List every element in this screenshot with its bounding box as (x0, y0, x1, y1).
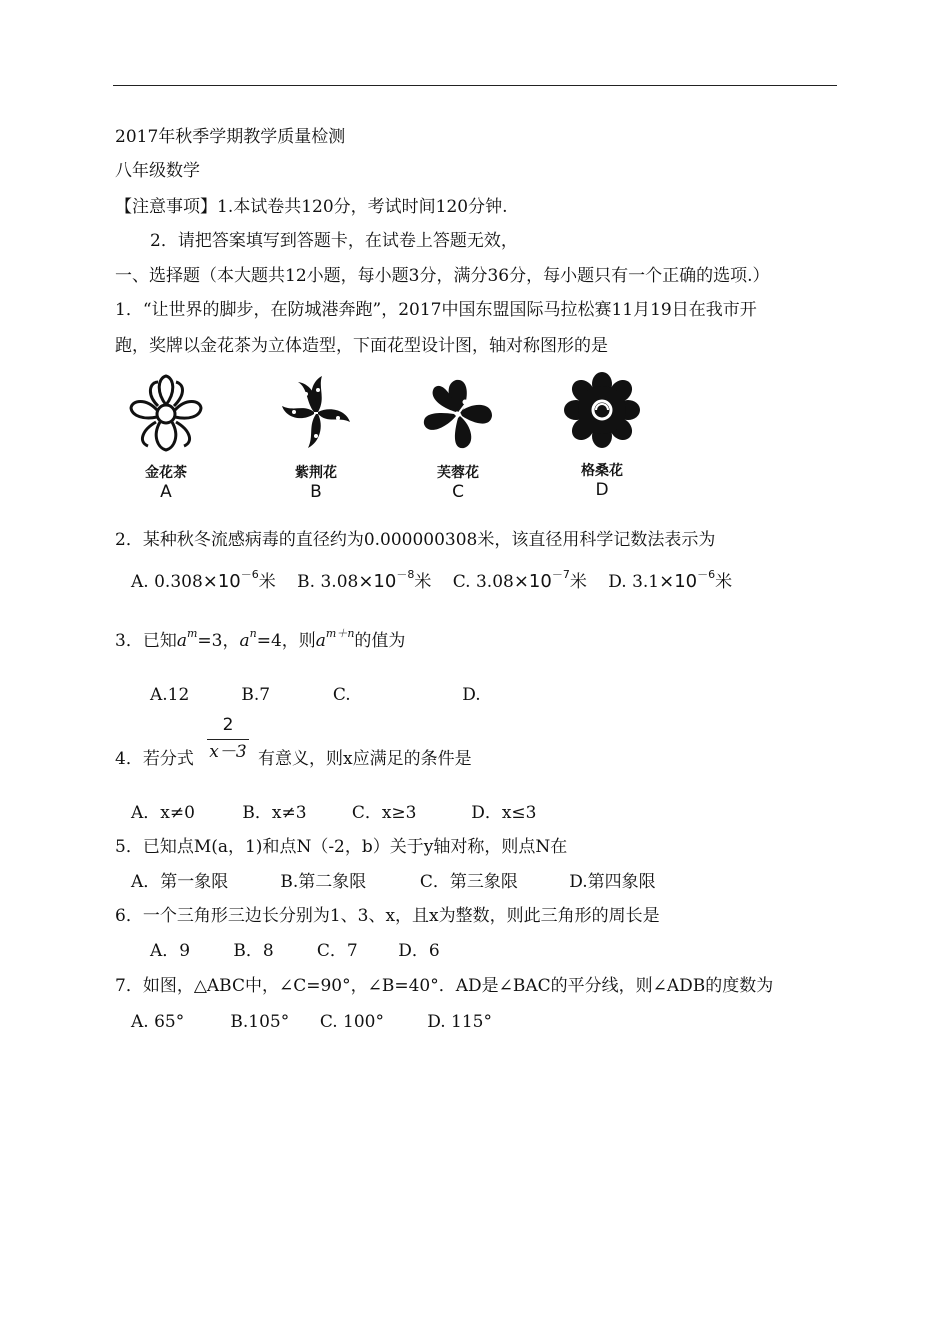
q2-stem: 2．某种秋冬流感病毒的直径约为0.000000308米，该直径用科学记数法表示为 (115, 530, 716, 550)
q7-options (131, 1011, 492, 1033)
q4-fraction-bar (207, 739, 249, 740)
q1-option-c-letter: C (452, 482, 464, 502)
exam-title: 2017年秋季学期教学质量检测 (115, 127, 346, 147)
q1-line-1: 1．“让世界的脚步，在防城港奔跑”，2017中国东盟国际马拉松赛11月19日在我市开 (115, 300, 757, 320)
q3-option-b[interactable]: B.7 (241, 685, 271, 705)
q5-option-d[interactable]: D.第四象限 (569, 872, 656, 892)
q4-fraction-denominator: x－3 (209, 742, 247, 762)
notes-line-1: 【注意事项】1.本试卷共120分，考试时间120分钟. (115, 197, 508, 217)
q5-options (131, 871, 656, 893)
notes-line-2: 2．请把答案填写到答题卡，在试卷上答题无效， (150, 231, 518, 251)
q1-option-d[interactable] (562, 370, 642, 500)
q1-option-a-name: 金花茶 (145, 465, 187, 481)
q4-fraction (207, 713, 249, 762)
q7-option-d[interactable]: D. 115° (427, 1012, 492, 1032)
camellia-outline-icon (128, 372, 204, 462)
q4-stem-suffix: 有意义，则x应满足的条件是 (258, 749, 472, 769)
exam-subject: 八年级数学 (115, 161, 200, 181)
q4-option-a[interactable]: A．x≠0 (131, 803, 195, 823)
hibiscus-icon (418, 372, 498, 462)
q6-option-c[interactable]: C．7 (316, 941, 358, 961)
q1-option-b[interactable] (278, 372, 354, 502)
q5-option-c[interactable]: C．第三象限 (419, 872, 518, 892)
q5-option-b[interactable]: B.第二象限 (280, 872, 367, 892)
q1-option-c[interactable] (418, 372, 498, 502)
q4-option-c[interactable]: C．x≥3 (351, 803, 417, 823)
q5-option-a[interactable]: A．第一象限 (131, 872, 229, 892)
q4-option-b[interactable]: B．x≠3 (242, 803, 307, 823)
q3-option-d[interactable]: D. (462, 685, 481, 705)
q2-option-d[interactable]: D. $3.1\times 10^{-6}$米 (608, 568, 733, 592)
q1-line-2: 跑，奖牌以金花茶为立体造型，下面花型设计图，轴对称图形的是 (115, 336, 608, 356)
q7-option-c[interactable]: C. 100° (319, 1012, 384, 1032)
q2-option-b[interactable]: B. $3.08\times 10^{-8}$米 (297, 568, 432, 592)
q1-option-b-name: 紫荆花 (295, 465, 337, 481)
q6-options (150, 940, 440, 962)
q3-options (150, 684, 481, 706)
q3-option-a[interactable]: A.12 (150, 685, 190, 705)
header-rule (113, 85, 837, 86)
q1-option-d-name: 格桑花 (581, 463, 623, 479)
q1-option-c-name: 芙蓉花 (437, 465, 479, 481)
q6-option-b[interactable]: B．8 (233, 941, 274, 961)
q4-fraction-numerator: 2 (222, 715, 234, 735)
q6-option-a[interactable]: A．9 (150, 941, 191, 961)
q1-option-a[interactable] (128, 372, 204, 502)
q3-option-c[interactable]: C. (332, 685, 351, 705)
q3-stem: 3．已知$a^m=3$，$a^n=4$，则$a^{m+n}$的值为 (115, 627, 406, 651)
q4-option-d[interactable]: D．x≤3 (471, 803, 537, 823)
q6-option-d[interactable]: D．6 (398, 941, 440, 961)
q2-option-a[interactable]: A. $0.308\times 10^{-6}$米 (131, 568, 276, 592)
q1-option-d-letter: D (595, 480, 609, 500)
q1-option-a-letter: A (160, 482, 172, 502)
q2-option-c[interactable]: C. $3.08\times 10^{-7}$米 (452, 568, 587, 592)
gesang-flower-icon (562, 370, 642, 460)
q6-stem: 6．一个三角形三边长分别为1、3、x，且x为整数，则此三角形的周长是 (115, 906, 660, 926)
q4-stem-prefix: 4．若分式 (115, 749, 194, 769)
q4-options (131, 802, 537, 824)
q2-options (131, 568, 733, 593)
section1-heading: 一、选择题（本大题共12小题，每小题3分，满分36分，每小题只有一个正确的选项.） (115, 266, 770, 286)
q5-stem: 5．已知点M(a，1)和点N（-2，b）关于y轴对称，则点N在 (115, 837, 568, 857)
q7-stem: 7．如图，△ABC中，∠C=90°，∠B=40°．AD是∠BAC的平分线，则∠ADB的度数为 (115, 976, 774, 996)
q1-option-b-letter: B (310, 482, 322, 502)
q7-option-b[interactable]: B.105° (230, 1012, 290, 1032)
q7-option-a[interactable]: A. 65° (131, 1012, 185, 1032)
bauhinia-icon (278, 372, 354, 462)
